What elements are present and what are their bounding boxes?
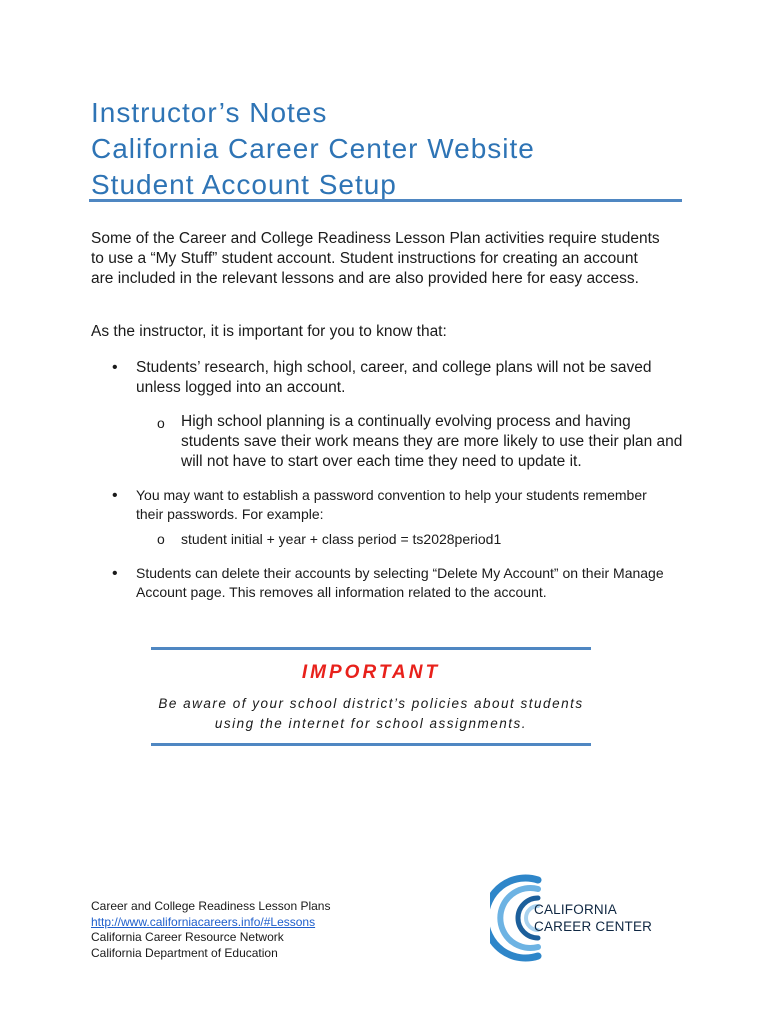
footer bbox=[91, 899, 391, 961]
logo-line-1: CALIFORNIA bbox=[534, 902, 618, 917]
important-top-rule bbox=[151, 647, 591, 650]
sub-bullet-marker: o bbox=[157, 531, 165, 547]
sub-bullet-text: High school planning is a continually evolving process and having students save their work means they are more likely to use their plan and will not have to start over each time they need to update it. bbox=[181, 413, 683, 470]
intro-paragraph: Some of the Career and College Readiness Lesson Plan activities require students to use a “My Stuff” student account. Student instructions for creating an account are included in the relevant lessons and are also provided here for easy access. bbox=[91, 230, 660, 287]
important-bottom-rule bbox=[151, 743, 591, 746]
page-title bbox=[91, 95, 691, 203]
title-line-2: California Career Center Website bbox=[91, 133, 535, 164]
title-line-3: Student Account Setup bbox=[91, 169, 397, 200]
title-line-1: Instructor’s Notes bbox=[91, 97, 328, 128]
sub-bullet-marker: o bbox=[157, 415, 165, 431]
important-text: Be aware of your school district’s policies about students using the internet for school assignments. bbox=[158, 696, 584, 731]
bullet-marker: • bbox=[112, 487, 118, 504]
important-heading: IMPORTANT bbox=[301, 662, 441, 683]
bullet-text: Students can delete their accounts by selecting “Delete My Account” on their Manage Account page. This removes all information related to the account. bbox=[136, 565, 664, 600]
bullet-marker: • bbox=[112, 359, 118, 376]
logo-wordmark bbox=[534, 901, 652, 935]
footer-lesson-plans: Career and College Readiness Lesson Plans bbox=[91, 899, 331, 913]
bullet-text: You may want to establish a password convention to help your students remember their passwords. For example: bbox=[136, 487, 647, 522]
bullet-text: Students’ research, high school, career, and college plans will not be saved unless logged into an account. bbox=[136, 359, 652, 396]
bullet-marker: • bbox=[112, 565, 118, 582]
lead-paragraph: As the instructor, it is important for you to know that: bbox=[91, 323, 447, 340]
footer-resource-network: California Career Resource Network bbox=[91, 930, 284, 944]
logo-line-2: CAREER CENTER bbox=[534, 919, 653, 934]
footer-lessons-link[interactable]: http://www.californiacareers.info/#Lessons bbox=[91, 914, 316, 929]
sub-bullet-text: student initial + year + class period = ts2028period1 bbox=[181, 531, 502, 547]
footer-department: California Department of Education bbox=[91, 945, 278, 960]
title-divider bbox=[89, 199, 682, 202]
